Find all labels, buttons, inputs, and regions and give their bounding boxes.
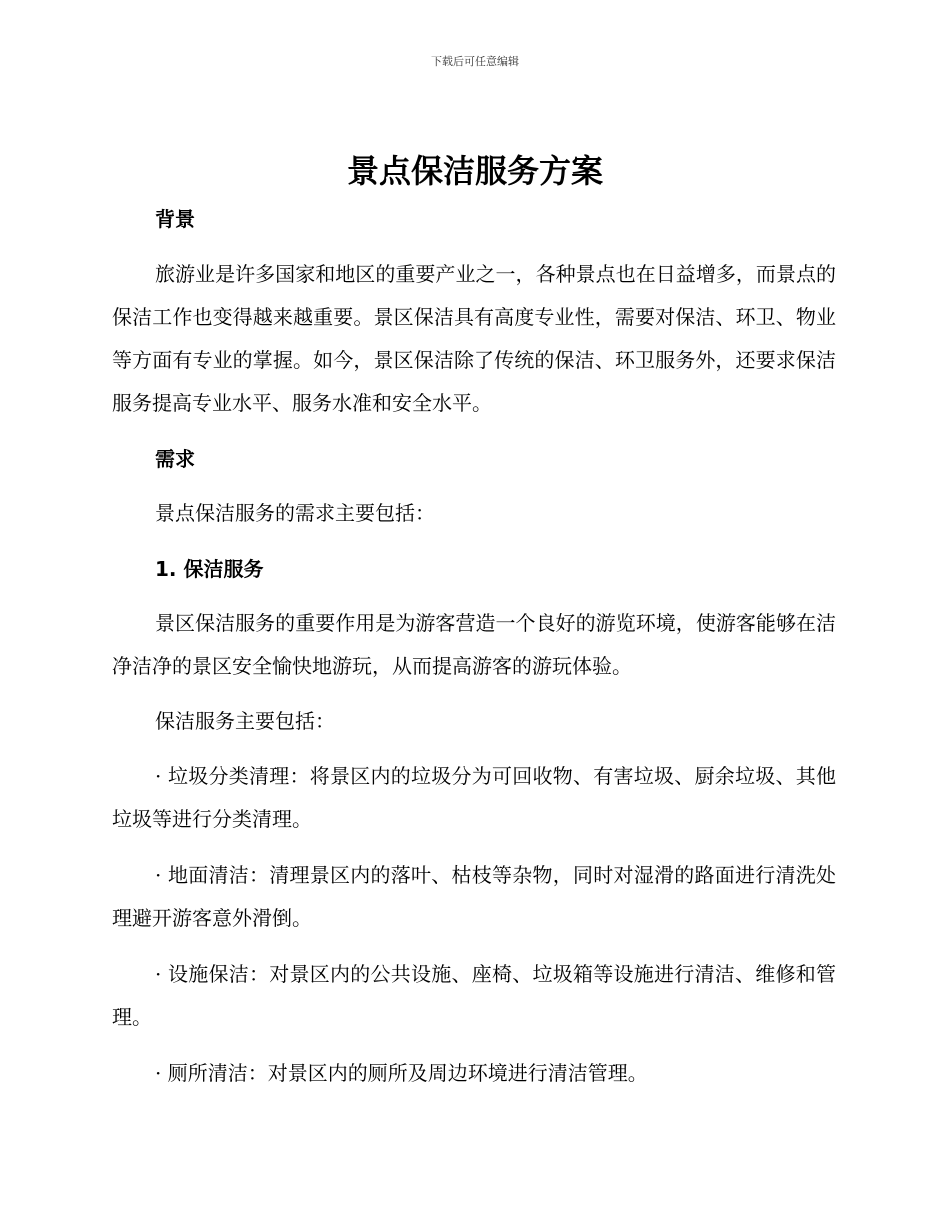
section-heading-demand: 需求 [155, 447, 195, 471]
section-heading-background: 背景 [155, 207, 195, 231]
paragraph-cleaning-intro: 保洁服务主要包括： [155, 709, 335, 733]
bullet-item: · 垃圾分类清理：将景区内的垃圾分为可回收物、有害垃圾、厨余垃圾、其他垃圾等进行分类清理。 [112, 764, 836, 831]
section-heading-cleaning: 1. 保洁服务 [155, 557, 264, 581]
bullet-item: · 厕所清洁：对景区内的厕所及周边环境进行清洁管理。 [155, 1061, 648, 1085]
header-note: 下载后可任意编辑 [431, 55, 519, 68]
paragraph-demand-intro: 景点保洁服务的需求主要包括： [155, 501, 435, 525]
paragraph-cleaning: 景区保洁服务的重要作用是为游客营造一个良好的游览环境，使游客能够在洁净洁净的景区安全愉快地游玩，从而提高游客的游玩体验。 [112, 611, 836, 678]
bullet-item: · 设施保洁：对景区内的公共设施、座椅、垃圾箱等设施进行清洁、维修和管理。 [112, 962, 836, 1029]
paragraph-background: 旅游业是许多国家和地区的重要产业之一，各种景点也在日益增多，而景点的保洁工作也变得越来越重要。景区保洁具有高度专业性，需要对保洁、环卫、物业等方面有专业的掌握。如今，景区保洁除了传统的保洁、环卫服务外，还要求保洁服务提高专业水平、服务水准和安全水平。 [112, 262, 836, 415]
document-body [112, 197, 836, 1095]
bullet-item: · 地面清洁：清理景区内的落叶、枯枝等杂物，同时对湿滑的路面进行清洗处理避开游客意外滑倒。 [112, 863, 836, 930]
document-title: 景点保洁服务方案 [346, 152, 603, 190]
